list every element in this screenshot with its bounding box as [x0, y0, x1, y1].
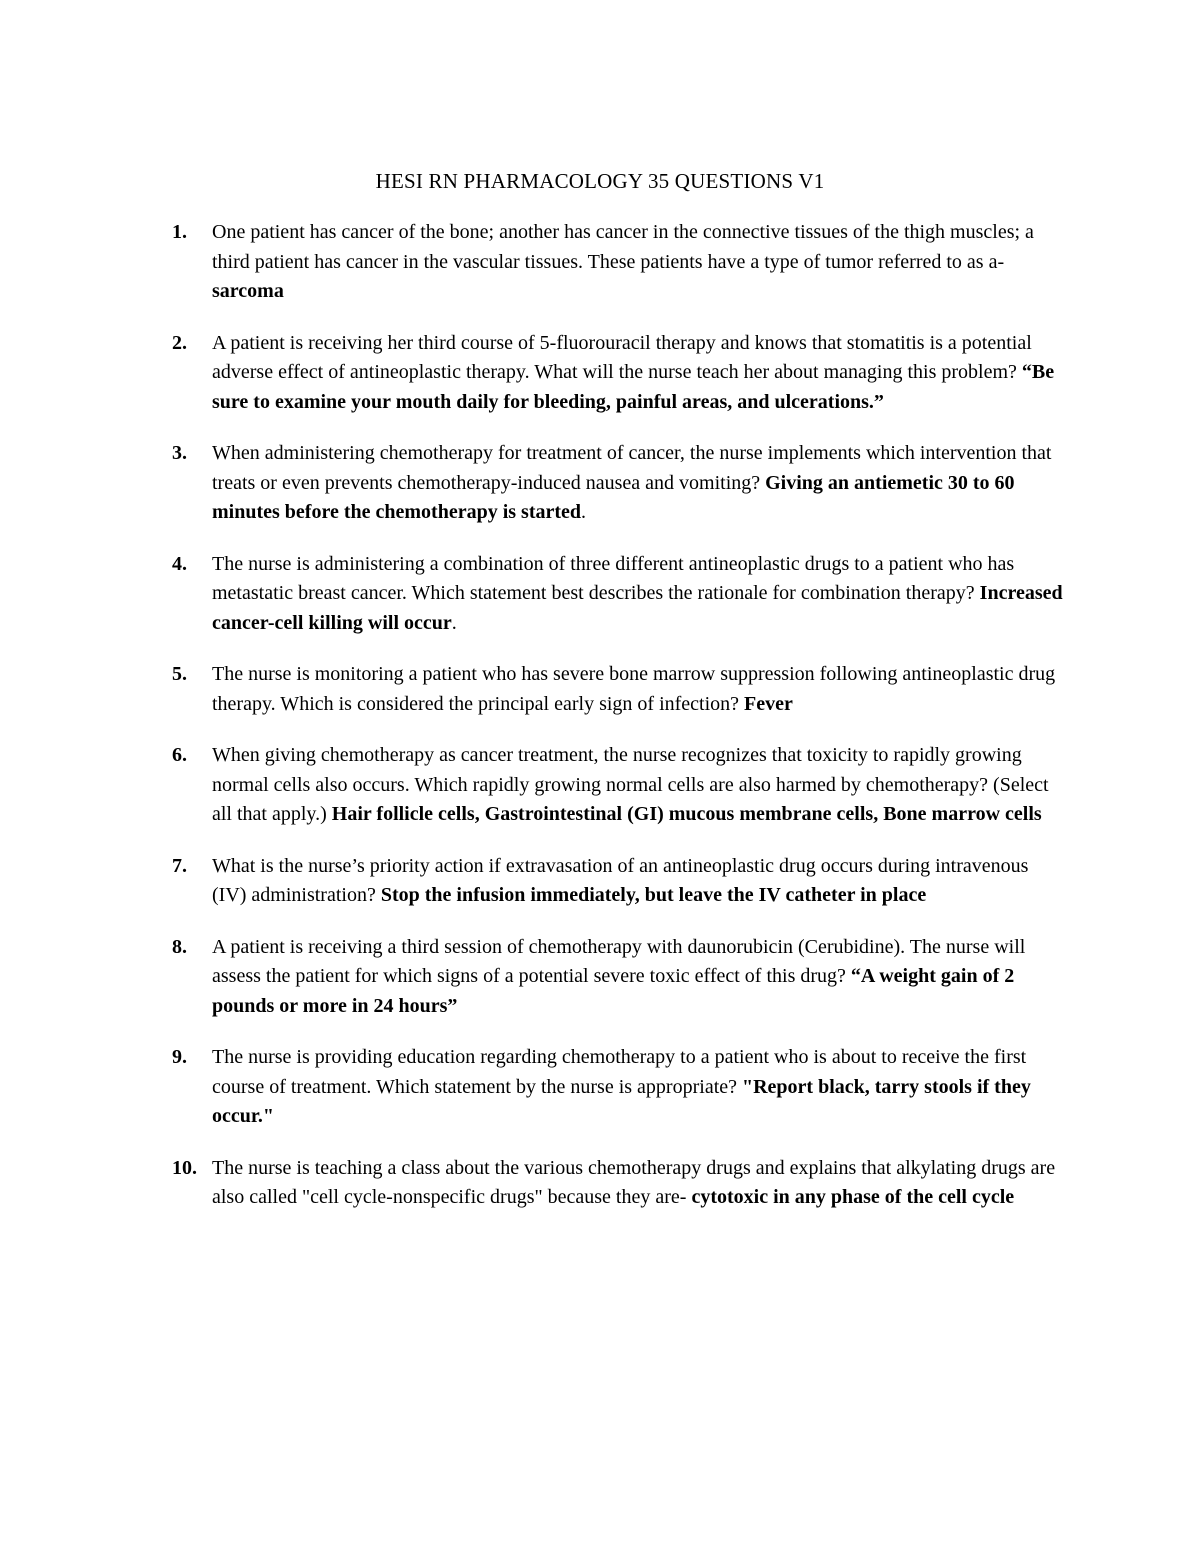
- question-answer: Hair follicle cells, Gastrointestinal (GI) mucous membrane cells, Bone marrow cells: [331, 803, 1042, 825]
- question-text: One patient has cancer of the bone; another has cancer in the connective tissues of the thigh muscles; a third patient has cancer in the vascular tissues. These patients have a type of tumor referred to as a-: [212, 221, 1034, 273]
- question-text: What is the nurse’s priority action if extravasation of an antineoplastic drug occurs during intravenous (IV) administration?: [212, 854, 1029, 906]
- question-5: [0, 660, 1200, 719]
- question-number: 2.: [172, 331, 187, 354]
- question-number: 1.: [172, 221, 187, 243]
- question-answer: Fever: [744, 692, 793, 715]
- question-number: 6.: [172, 744, 187, 766]
- question-number: 8.: [172, 935, 187, 958]
- question-body: [212, 1154, 1067, 1213]
- question-text: The nurse is teaching a class about the various chemotherapy drugs and explains that alkylating drugs are also called "cell cycle-nonspecific drugs" because they are-: [212, 1156, 1056, 1208]
- question-2: [0, 329, 1200, 418]
- question-text: When administering chemotherapy for treatment of cancer, the nurse implements which intervention that treats or even prevents chemotherapy-induced nausea and vomiting?: [212, 442, 1052, 494]
- question-8: [0, 933, 1200, 1022]
- question-10: [0, 1154, 1200, 1213]
- question-list: [0, 218, 1200, 1235]
- question-body: [212, 852, 1067, 911]
- question-text: When giving chemotherapy as cancer treatment, the nurse recognizes that toxicity to rapidly growing normal cells also occurs. Which rapidly growing normal cells are also harmed by chemotherapy? (Select all that apply.): [212, 744, 1049, 825]
- question-body: [212, 1043, 1067, 1132]
- question-3: [0, 439, 1200, 528]
- question-suffix: .: [581, 501, 587, 523]
- question-number: 4.: [172, 552, 187, 575]
- question-number: 7.: [172, 854, 187, 877]
- question-body: [212, 218, 1067, 307]
- question-body: [212, 329, 1067, 418]
- question-answer: sarcoma: [212, 280, 284, 302]
- question-6: [0, 741, 1200, 830]
- question-answer: cytotoxic in any phase of the cell cycle: [691, 1186, 1015, 1208]
- question-answer: Stop the infusion immediately, but leave the IV catheter in place: [380, 884, 927, 906]
- question-body: [212, 550, 1067, 639]
- question-body: [212, 660, 1067, 719]
- question-7: [0, 852, 1200, 911]
- question-body: [212, 439, 1067, 528]
- question-4: [0, 550, 1200, 639]
- question-text: The nurse is administering a combination of three different antineoplastic drugs to a patient who has metastatic breast cancer. Which statement best describes the rationale for combination therapy?: [212, 552, 1015, 604]
- question-answer: Giving an antiemetic 30 to 60 minutes before the chemotherapy is started: [212, 471, 1015, 523]
- question-answer: Increased cancer-cell killing will occur: [212, 582, 1063, 634]
- question-9: [0, 1043, 1200, 1132]
- question-answer: “Be sure to examine your mouth daily for bleeding, painful areas, and ulcerations.”: [212, 361, 1055, 413]
- question-body: [212, 933, 1067, 1022]
- document-title: HESI RN PHARMACOLOGY 35 QUESTIONS V1: [375, 169, 825, 193]
- question-suffix: .: [451, 611, 457, 634]
- question-number: 5.: [172, 663, 187, 685]
- question-text: The nurse is monitoring a patient who has severe bone marrow suppression following antineoplastic drug therapy. Which is considered the principal early sign of infection?: [212, 663, 1056, 715]
- question-text: The nurse is providing education regarding chemotherapy to a patient who is about to receive the first course of treatment. Which statement by the nurse is appropriate?: [212, 1046, 1027, 1098]
- question-number: 9.: [172, 1046, 187, 1068]
- question-text: A patient is receiving her third course of 5-fluorouracil therapy and knows that stomatitis is a potential adverse effect of antineoplastic therapy. What will the nurse teach her about managing this problem?: [212, 331, 1032, 383]
- question-body: [212, 741, 1067, 830]
- question-number: 10.: [172, 1156, 197, 1179]
- question-text: A patient is receiving a third session of chemotherapy with daunorubicin (Cerubidine). The nurse will assess the patient for which signs of a potential severe toxic effect of this drug?: [212, 935, 1026, 987]
- question-answer: "Report black, tarry stools if they occur.": [212, 1075, 1031, 1127]
- question-1: [0, 218, 1200, 307]
- question-number: 3.: [172, 442, 187, 464]
- question-answer: “A weight gain of 2 pounds or more in 24 hours”: [212, 965, 1015, 1017]
